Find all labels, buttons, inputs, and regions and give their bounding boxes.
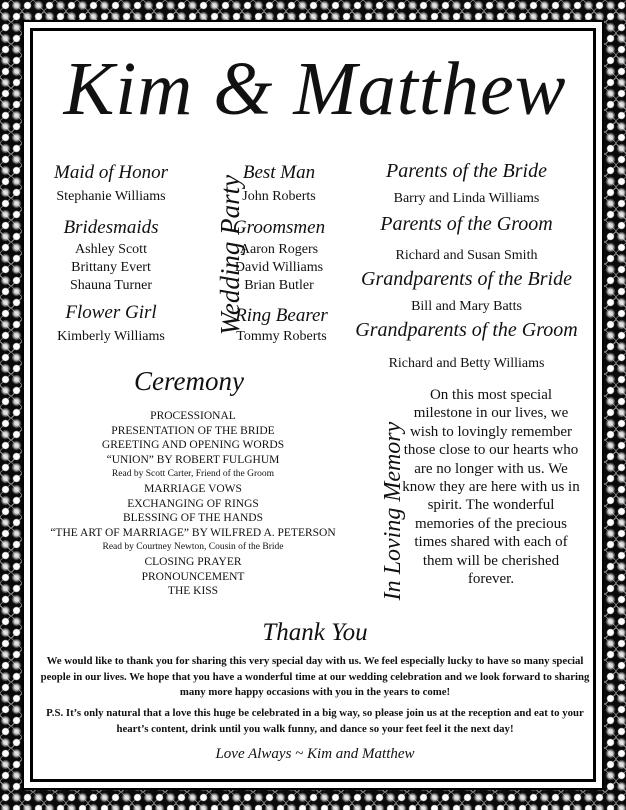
couple-title: Kim & Matthew: [63, 47, 567, 131]
grandparents-bride-names: Bill and Mary Batts: [411, 299, 522, 314]
groomsman-name-2: David Williams: [234, 260, 324, 275]
parents-groom-role: Parents of the Groom: [380, 213, 553, 235]
ceremony-item-processional: PROCESSIONAL: [150, 410, 236, 422]
wedding-party-vertical-label: Wedding Party: [215, 174, 245, 336]
in-loving-memory-vertical-label: In Loving Memory: [380, 421, 406, 601]
parents-bride-role: Parents of the Bride: [386, 160, 547, 182]
ceremony-item-greeting: GREETING AND OPENING WORDS: [101, 439, 285, 452]
ceremony-list: [34, 409, 352, 599]
bridesmaid-name-2: Brittany Evert: [71, 260, 151, 275]
flower-girl-name: Kimberly Williams: [57, 329, 165, 344]
ceremony-item-reader-2: Read by Courtney Newton, Cousin of the Bride: [102, 542, 284, 553]
bridesmaid-name-3: Shauna Turner: [69, 278, 153, 293]
ceremony-item-blessing: BLESSING OF THE HANDS: [122, 512, 264, 525]
groomsman-name-3: Brian Butler: [244, 278, 314, 293]
damask-frame: [22, 20, 604, 790]
ring-bearer-role: Ring Bearer: [235, 305, 328, 326]
grandparents-bride-role: Grandparents of the Bride: [361, 268, 572, 290]
ring-bearer-name: Tommy Roberts: [236, 329, 327, 344]
maid-of-honor-name: Stephanie Williams: [56, 189, 166, 204]
signoff: Love Always ~ Kim and Matthew: [215, 746, 415, 762]
ceremony-item-presentation: PRESENTATION OF THE BRIDE: [111, 424, 275, 437]
bridesmaids-role: Bridesmaids: [63, 217, 159, 238]
best-man-role: Best Man: [242, 162, 316, 183]
ceremony-item-union-reading: “UNION” BY ROBERT FULGHUM: [106, 453, 280, 466]
ps-paragraph: P.S. It’s only natural that a love this huge be celebrated in a big way, so please join us at the reception and eat to your heart’s content, drink until you walk funny, and dance so your feet feel it the next day!: [46, 707, 584, 735]
grandparents-groom-role: Grandparents of the Groom: [355, 319, 578, 341]
groomsmen-role: Groomsmen: [232, 217, 326, 238]
ceremony-item-art-of-marriage: “THE ART OF MARRIAGE” BY WILFRED A. PETERSON: [50, 526, 336, 539]
memory-text: On this most special milestone in our lives, we wish to lovingly remember those close to our hearts who are no longer with us. We know they are here with us in spirit. The wonderful memories of the precious times shared with each of them will be cherished forever.: [402, 387, 580, 588]
groomsman-name-1: Aaron Rogers: [239, 242, 319, 257]
thank-you-paragraph: We would like to thank you for sharing this very special day with us. We feel especially lucky to have so many special people in our lives. We hope that you have a wonderful time at our wedding celebration and we look forward to sharing many more happy occasions with you in the years to come!: [40, 655, 590, 699]
flower-girl-role: Flower Girl: [65, 302, 157, 323]
best-man-name: John Roberts: [242, 189, 316, 204]
grandparents-groom-names: Richard and Betty Williams: [388, 356, 545, 371]
parents-bride-names: Barry and Linda Williams: [393, 191, 540, 206]
maid-of-honor-role: Maid of Honor: [54, 162, 168, 183]
thank-you-heading: Thank You: [262, 619, 368, 646]
bridesmaid-name-1: Ashley Scott: [75, 242, 147, 257]
ceremony-item-rings: EXCHANGING OF RINGS: [127, 497, 259, 510]
ceremony-item-kiss: THE KISS: [167, 585, 219, 598]
ceremony-item-closing-prayer: CLOSING PRAYER: [144, 555, 242, 568]
ceremony-item-pronouncement: PRONOUNCEMENT: [141, 570, 245, 583]
ceremony-item-vows: MARRIAGE VOWS: [144, 482, 242, 495]
parents-groom-names: Richard and Susan Smith: [395, 248, 538, 263]
ceremony-item-reader-1: Read by Scott Carter, Friend of the Groom: [111, 469, 275, 480]
ceremony-heading: Ceremony: [134, 366, 244, 396]
